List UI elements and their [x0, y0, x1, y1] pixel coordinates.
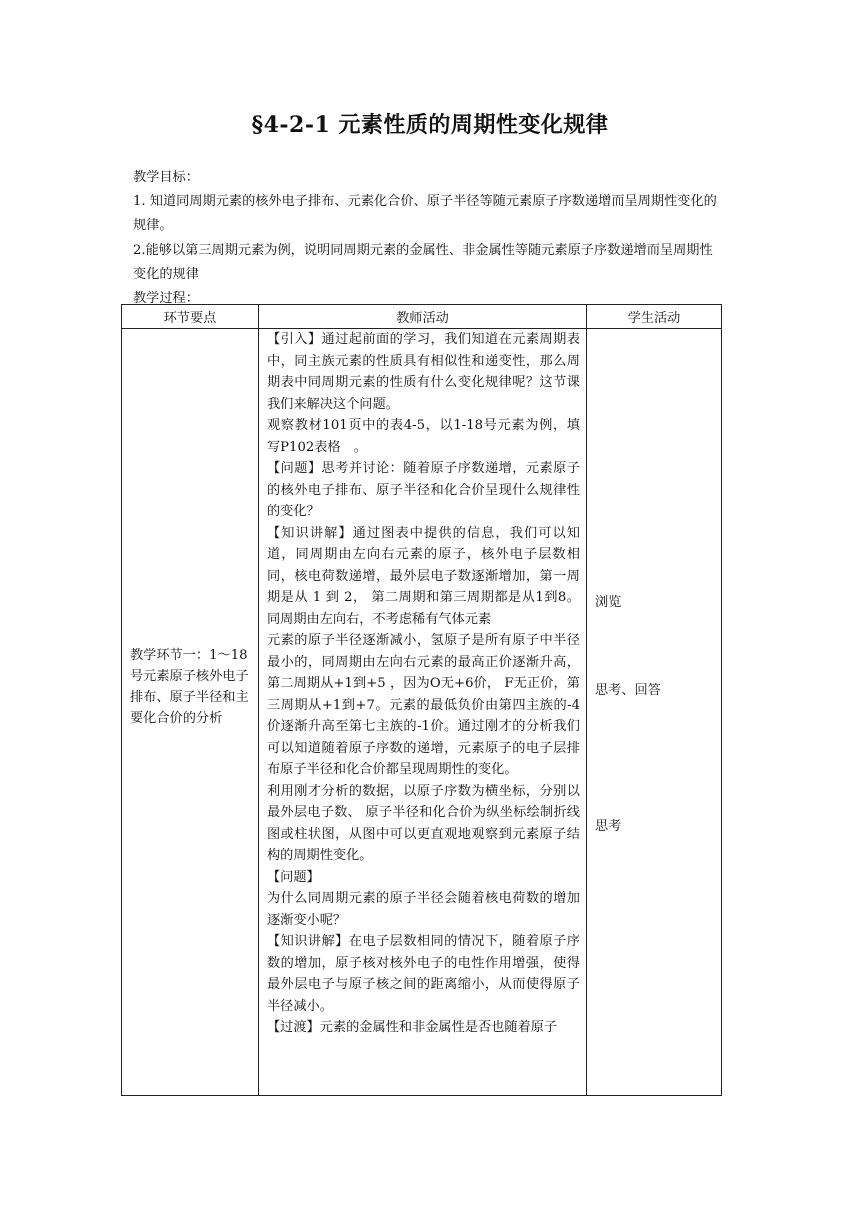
header-teacher: 教师活动: [259, 305, 587, 329]
objective-2: 2.能够以第三周期元素为例，说明同周期元素的金属性、非金属性等随元素原子序数递增而呈周期性变化的规律: [133, 242, 713, 282]
teacher-paragraph: 【知识讲解】在电子层数相同的情况下，随着原子序数的增加，原子核对核外电子的电性作用增强，使得最外层电子与原子核之间的距离缩小，从而使得原子半径减小。: [267, 934, 580, 1014]
teacher-paragraph: 元素的原子半径逐渐减小，氢原子是所有原子中半径最小的，同周期由左向右元素的最高正价逐渐升高，第二周期从+1到+5 ，因为O无+6价， F无正价，第三周期从+1到+7。元素的最低负价由第四主族的-4 价逐渐升高至第七主族的-1价。通过刚才的分析我们可以知道随着原子序数的递增，元素原子的电子层排布原子半径和化合价都呈现周期性的变化。: [267, 633, 580, 777]
teacher-paragraph: 【引入】通过起前面的学习，我们知道在元素周期表中，同主族元素的性质具有相似性和递变性，那么周期表中同周期元素的性质有什么变化规律呢？这节课我们来解决这个问题。: [267, 332, 580, 412]
teacher-paragraph: 【知识讲解】通过图表中提供的信息，我们可以知道，同周期由左向右元素的原子，核外电子层数相同，核电荷数递增，最外层电子数逐渐增加，第一周期是从 1 到 2， 第二周期和第三周期都是从1到8。同周期由左向右，不考虑稀有气体元素: [267, 525, 580, 627]
teacher-paragraph: 利用刚才分析的数据，以原子序数为横坐标，分别以最外层电子数、 原子半径和化合价为纵坐标绘制折线图或柱状图，从图中可以更直观地观察到元素原子结构的周期性变化。: [267, 783, 580, 863]
objective-1: 1. 知道同周期元素的核外电子排布、元素化合价、原子半径等随元素原子序数递增而呈周期性变化的规律。: [133, 194, 717, 234]
teacher-paragraph: 为什么同周期元素的原子半径会随着核电荷数的增加逐渐变小呢？: [267, 891, 580, 928]
objectives-heading: 教学目标：: [133, 170, 199, 185]
process-heading: 教学过程：: [133, 291, 199, 307]
student-activity-cell: [587, 329, 722, 1096]
student-item: 浏览: [595, 595, 622, 610]
table-row: [122, 329, 722, 1096]
student-item: 思考、回答: [595, 683, 661, 698]
page-title: §4-2-1 元素性质的周期性变化规律: [251, 112, 609, 138]
header-stage: 环节要点: [122, 305, 259, 329]
stage-cell: [122, 329, 259, 1096]
stage-label: 教学环节一：1～18号元素原子核外电子排布、原子半径和主要化合价的分析: [130, 648, 249, 726]
teacher-activity-cell: [259, 329, 587, 1096]
table-header-row: [122, 305, 722, 329]
teacher-paragraph: 【问题】思考并讨论：随着原子序数递增，元素原子的核外电子排布、原子半径和化合价呈现什么规律性的变化？: [267, 461, 580, 519]
teacher-paragraph: 【过渡】元素的金属性和非金属性是否也随着原子: [267, 1020, 558, 1035]
teacher-paragraph: 观察教材101页中的表4-5，以1-18号元素为例，填写P102表格 。: [267, 418, 580, 455]
header-student: 学生活动: [587, 305, 722, 329]
teacher-paragraph: 【问题】: [267, 869, 320, 885]
intro-section: [133, 166, 723, 311]
student-item: 思考: [595, 819, 622, 834]
lesson-table: [121, 304, 722, 1096]
